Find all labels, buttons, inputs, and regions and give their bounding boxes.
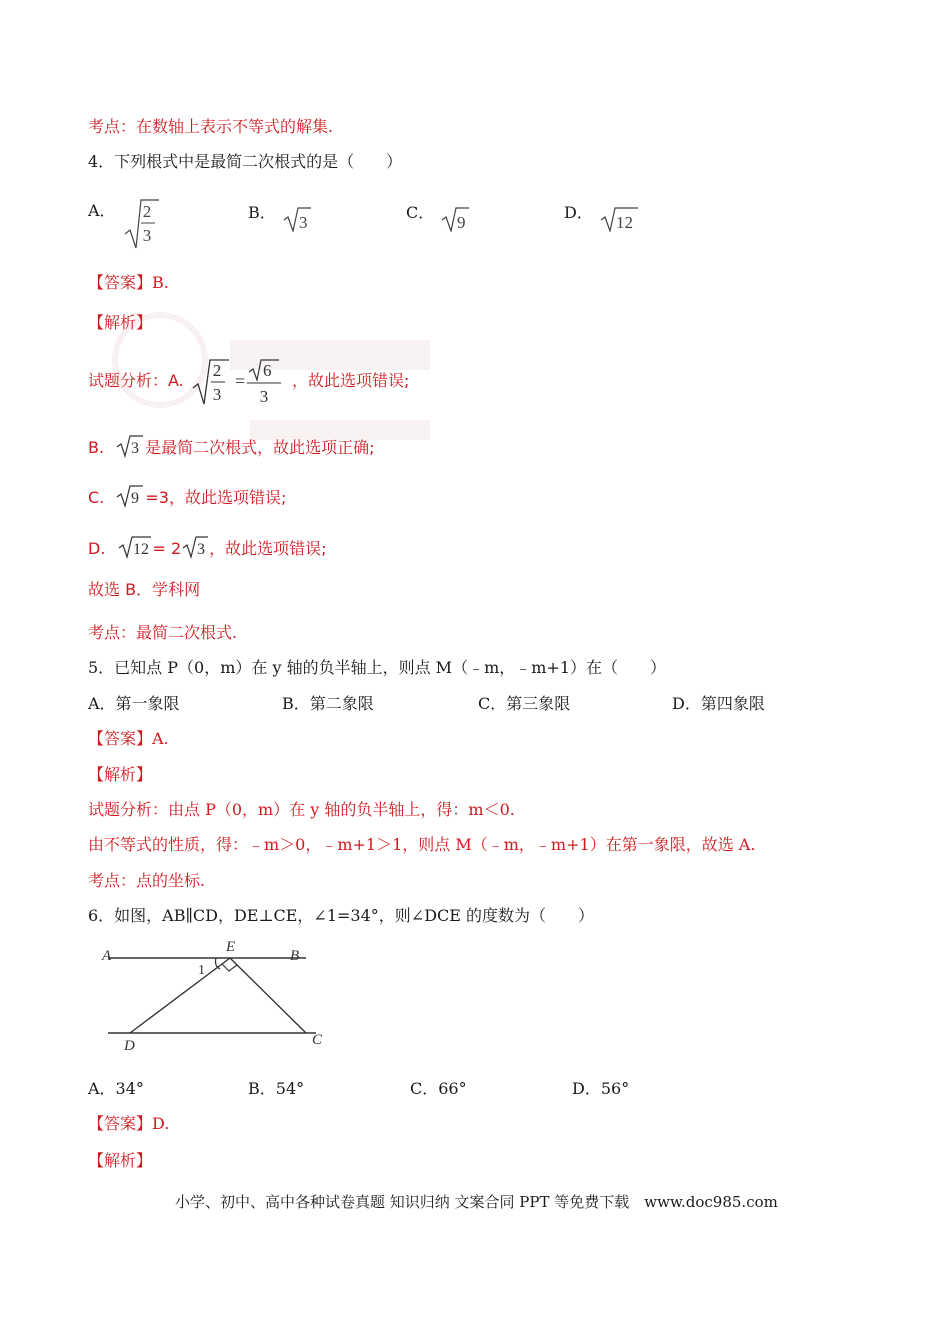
analysis-a-suffix: ，故此选项错误; <box>291 371 410 390</box>
q5-analysis-1: 试题分析：由点 P（0，m）在 y 轴的负半轴上，得：m＜0. <box>88 800 515 819</box>
q6-option-d: D．56° <box>572 1079 630 1098</box>
radicand-6: 6 <box>262 361 272 380</box>
analysis-d-eq: = 2 <box>152 539 182 558</box>
option-label: C． <box>406 203 435 222</box>
sqrt-9-inline <box>115 484 145 508</box>
option-label: A． <box>88 201 116 220</box>
angle-1-arc <box>216 958 221 969</box>
analysis-b-suffix: 是最简二次根式，故此选项正确; <box>145 438 375 457</box>
sqrt-frac-2-3 <box>121 196 161 252</box>
label-e: E <box>226 939 236 955</box>
q4-analysis-title: 【解析】 <box>88 313 153 332</box>
radicand-denominator: 3 <box>142 226 151 245</box>
q5-point: 考点：点的坐标. <box>88 871 206 890</box>
option-label: D． <box>564 203 593 222</box>
q4-analysis-d <box>88 535 327 560</box>
q5-option-a: A．第一象限 <box>88 694 180 713</box>
q5-option-c: C．第三象限 <box>478 694 571 713</box>
label-d: D <box>124 1038 135 1054</box>
frac-den: 3 <box>212 385 222 404</box>
radicand: 12 <box>132 541 149 558</box>
sqrt-3-result <box>181 535 209 559</box>
q4-stem: 4．下列根式中是最简二次根式的是（ ） <box>88 152 403 171</box>
analysis-a-formula <box>189 358 309 408</box>
q4-point: 考点：最简二次根式. <box>88 623 238 642</box>
sqrt-3 <box>281 204 313 232</box>
label-a: A <box>102 948 112 964</box>
q5-analysis-2: 由不等式的性质，得：﹣m＞0，﹣m+1＞1，则点 M（﹣m，﹣m+1）在第一象限，故选 A. <box>88 835 756 854</box>
q5-answer: 【答案】A. <box>88 729 169 748</box>
radicand: 12 <box>615 213 633 232</box>
label-angle-1: 1 <box>198 963 205 978</box>
q5-analysis-title: 【解析】 <box>88 765 153 784</box>
q4-conclusion: 故选 B．学科网 <box>88 580 201 599</box>
segment-ce <box>230 958 306 1033</box>
q4-option-d <box>564 202 640 232</box>
q4-analysis-b <box>88 434 375 459</box>
q6-geometry-figure <box>96 936 336 1058</box>
page-footer: 小学、初中、高中各种试卷真题 知识归纳 文案合同 PPT 等免费下载 www.doc985.com <box>175 1193 778 1211</box>
radicand: 3 <box>197 541 206 558</box>
q6-stem: 6．如图，AB∥CD，DE⊥CE，∠1=34°，则∠DCE 的度数为（ ） <box>88 906 595 925</box>
q4-option-c <box>406 202 471 232</box>
radicand: 3 <box>131 440 140 457</box>
analysis-d-prefix: D. <box>88 539 106 558</box>
q4-option-a <box>88 200 161 252</box>
sqrt-9 <box>439 204 471 232</box>
option-label: B． <box>248 203 276 222</box>
q4-analysis-a <box>88 358 409 408</box>
radicand: 9 <box>131 490 140 507</box>
q6-option-c: C．66° <box>410 1079 467 1098</box>
segment-de <box>130 958 230 1033</box>
equals-sign: = <box>234 371 246 391</box>
sqrt-3-inline <box>115 434 145 458</box>
frac-num: 2 <box>212 361 222 380</box>
q5-stem: 5．已知点 P（0，m）在 y 轴的负半轴上，则点 M（﹣m，﹣m+1）在（ ） <box>88 658 666 677</box>
label-c: C <box>312 1032 323 1048</box>
q5-option-b: B．第二象限 <box>282 694 374 713</box>
right-angle-mark <box>222 964 237 971</box>
radicand: 3 <box>298 213 308 232</box>
q6-option-b: B．54° <box>248 1079 305 1098</box>
analysis-c-prefix: C. <box>88 488 105 507</box>
q6-analysis-title: 【解析】 <box>88 1151 153 1170</box>
sqrt-12 <box>598 204 640 232</box>
analysis-d-suffix: ，故此选项错误; <box>209 539 327 558</box>
q4-analysis-c <box>88 484 286 509</box>
analysis-a-prefix: 试题分析：A. <box>88 371 184 390</box>
denominator-3: 3 <box>259 387 269 406</box>
radicand-numerator: 2 <box>142 202 151 221</box>
sqrt-12-inline <box>117 535 153 559</box>
analysis-b-prefix: B. <box>88 438 105 457</box>
q6-option-a: A．34° <box>88 1079 144 1098</box>
radicand: 9 <box>457 213 466 232</box>
q4-answer: 【答案】B. <box>88 273 169 292</box>
q4-option-b <box>248 202 313 232</box>
q6-answer: 【答案】D. <box>88 1114 170 1133</box>
q3-point: 考点：在数轴上表示不等式的解集. <box>88 117 334 136</box>
analysis-c-suffix: =3，故此选项错误; <box>145 488 287 507</box>
label-b: B <box>290 948 300 964</box>
q5-option-d: D．第四象限 <box>672 694 765 713</box>
